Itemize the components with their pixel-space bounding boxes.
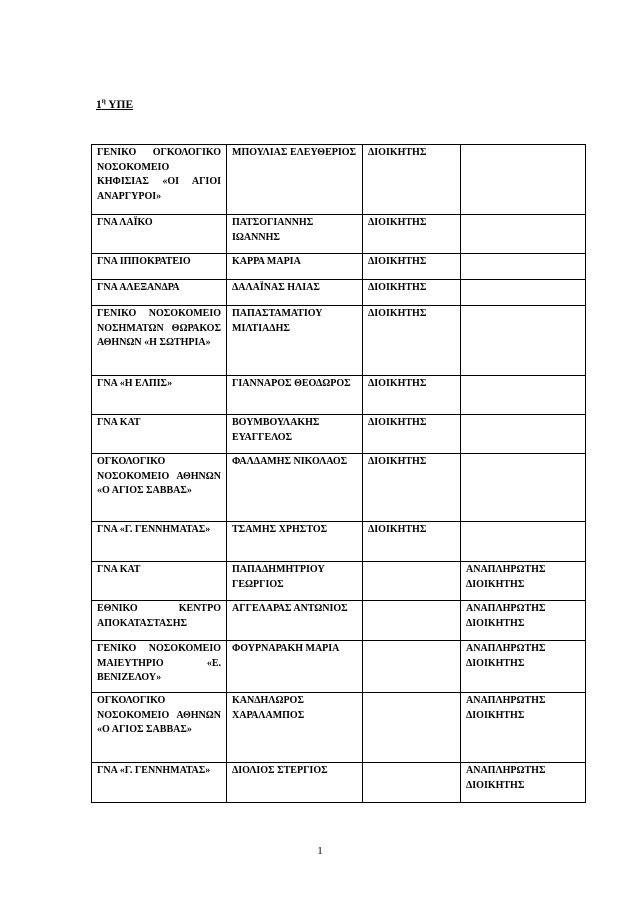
deputy-cell — [461, 254, 586, 280]
name-cell: ΔΙΟΛΙΟΣ ΣΤΕΡΓΙΟΣ — [227, 763, 363, 803]
deputy-cell — [461, 145, 586, 215]
director-cell — [363, 693, 461, 763]
section-heading — [96, 98, 133, 112]
deputy-cell — [461, 306, 586, 376]
deputy-cell — [461, 215, 586, 254]
table-row — [92, 280, 586, 306]
table-row — [92, 415, 586, 454]
heading-label: ΥΠΕ — [108, 99, 134, 111]
director-cell: ΔΙΟΙΚΗΤΗΣ — [363, 215, 461, 254]
hospital-cell: ΓΝΑ «Γ. ΓΕΝΝΗΜΑΤΑΣ» — [92, 763, 227, 803]
hospital-cell: ΓΝΑ ΚΑΤ — [92, 415, 227, 454]
director-cell — [363, 641, 461, 693]
hospital-cell: ΟΓΚΟΛΟΓΙΚΟ ΝΟΣΟΚΟΜΕΙΟ ΑΘΗΝΩΝ «Ο ΑΓΙΟΣ ΣΑΒΒΑΣ» — [92, 454, 227, 522]
deputy-cell — [461, 376, 586, 415]
deputy-cell — [461, 454, 586, 522]
deputy-cell — [461, 280, 586, 306]
director-cell: ΔΙΟΙΚΗΤΗΣ — [363, 280, 461, 306]
table-row — [92, 145, 586, 215]
director-cell: ΔΙΟΙΚΗΤΗΣ — [363, 306, 461, 376]
table-row — [92, 641, 586, 693]
table-row — [92, 376, 586, 415]
director-cell: ΔΙΟΙΚΗΤΗΣ — [363, 415, 461, 454]
director-cell: ΔΙΟΙΚΗΤΗΣ — [363, 254, 461, 280]
table-row — [92, 522, 586, 562]
director-cell: ΔΙΟΙΚΗΤΗΣ — [363, 145, 461, 215]
name-cell: ΔΑΛΑΪΝΑΣ ΗΛΙΑΣ — [227, 280, 363, 306]
appointments-table — [91, 144, 586, 803]
table-row — [92, 601, 586, 641]
name-cell: ΠΑΠΑΣΤΑΜΑΤΙΟΥ ΜΙΛΤΙΑΔΗΣ — [227, 306, 363, 376]
hospital-cell: ΓΝΑ ΑΛΕΞΑΝΔΡΑ — [92, 280, 227, 306]
deputy-cell: ΑΝΑΠΛΗΡΩΤΗΣ ΔΙΟΙΚΗΤΗΣ — [461, 641, 586, 693]
deputy-cell: ΑΝΑΠΛΗΡΩΤΗΣ ΔΙΟΙΚΗΤΗΣ — [461, 562, 586, 601]
deputy-cell: ΑΝΑΠΛΗΡΩΤΗΣ ΔΙΟΙΚΗΤΗΣ — [461, 693, 586, 763]
hospital-cell: ΓΝΑ ΚΑΤ — [92, 562, 227, 601]
director-cell — [363, 562, 461, 601]
name-cell: ΦΑΛΔΑΜΗΣ ΝΙΚΟΛΑΟΣ — [227, 454, 363, 522]
name-cell: ΒΟΥΜΒΟΥΛΑΚΗΣ ΕΥΑΓΓΕΛΟΣ — [227, 415, 363, 454]
table-row — [92, 562, 586, 601]
hospital-cell: ΟΓΚΟΛΟΓΙΚΟ ΝΟΣΟΚΟΜΕΙΟ ΑΘΗΝΩΝ «Ο ΑΓΙΟΣ ΣΑΒΒΑΣ» — [92, 693, 227, 763]
name-cell: ΜΠΟΥΛΙΑΣ ΕΛΕΥΘΕΡΙΟΣ — [227, 145, 363, 215]
deputy-cell — [461, 415, 586, 454]
table-row — [92, 306, 586, 376]
page-number: 1 — [317, 845, 323, 857]
name-cell: ΠΑΠΑΔΗΜΗΤΡΙΟΥ ΓΕΩΡΓΙΟΣ — [227, 562, 363, 601]
hospital-cell: ΓΝΑ ΛΑΪΚΟ — [92, 215, 227, 254]
hospital-cell: ΓΕΝΙΚΟ ΟΓΚΟΛΟΓΙΚΟ ΝΟΣΟΚΟΜΕΙΟ ΚΗΦΙΣΙΑΣ «ΟΙ ΑΓΙΟΙ ΑΝΑΡΓΥΡΟΙ» — [92, 145, 227, 215]
name-cell: ΑΓΓΕΛΑΡΑΣ ΑΝΤΩΝΙΟΣ — [227, 601, 363, 641]
deputy-cell: ΑΝΑΠΛΗΡΩΤΗΣ ΔΙΟΙΚΗΤΗΣ — [461, 763, 586, 803]
table-row — [92, 693, 586, 763]
table-row — [92, 215, 586, 254]
hospital-cell: ΓΕΝΙΚΟ ΝΟΣΟΚΟΜΕΙΟ ΝΟΣΗΜΑΤΩΝ ΘΩΡΑΚΟΣ ΑΘΗΝΩΝ «Η ΣΩΤΗΡΙΑ» — [92, 306, 227, 376]
table-row — [92, 454, 586, 522]
hospital-cell: ΓΝΑ «Η ΕΛΠΙΣ» — [92, 376, 227, 415]
director-cell: ΔΙΟΙΚΗΤΗΣ — [363, 454, 461, 522]
hospital-cell: ΓΝΑ ΙΠΠΟΚΡΑΤΕΙΟ — [92, 254, 227, 280]
hospital-cell: ΕΘΝΙΚΟ ΚΕΝΤΡΟ ΑΠΟΚΑΤΑΣΤΑΣΗΣ — [92, 601, 227, 641]
director-cell: ΔΙΟΙΚΗΤΗΣ — [363, 376, 461, 415]
hospital-cell: ΓΝΑ «Γ. ΓΕΝΝΗΜΑΤΑΣ» — [92, 522, 227, 562]
name-cell: ΚΑΝΔΗΛΩΡΟΣ ΧΑΡΑΛΑΜΠΟΣ — [227, 693, 363, 763]
heading-number: 1 — [96, 99, 102, 111]
heading-superscript: η — [101, 97, 106, 106]
name-cell: ΚΑΡΡΑ ΜΑΡΙΑ — [227, 254, 363, 280]
name-cell: ΠΑΤΣΟΓΙΑΝΝΗΣ ΙΩΑΝΝΗΣ — [227, 215, 363, 254]
table-row — [92, 763, 586, 803]
name-cell: ΤΣΑΜΗΣ ΧΡΗΣΤΟΣ — [227, 522, 363, 562]
table-row — [92, 254, 586, 280]
deputy-cell — [461, 522, 586, 562]
director-cell — [363, 763, 461, 803]
hospital-cell: ΓΕΝΙΚΟ ΝΟΣΟΚΟΜΕΙΟ ΜΑΙΕΥΤΗΡΙΟ «Ε. ΒΕΝΙΖΕΛΟΥ» — [92, 641, 227, 693]
director-cell: ΔΙΟΙΚΗΤΗΣ — [363, 522, 461, 562]
director-cell — [363, 601, 461, 641]
name-cell: ΓΙΑΝΝΑΡΟΣ ΘΕΟΔΩΡΟΣ — [227, 376, 363, 415]
deputy-cell: ΑΝΑΠΛΗΡΩΤΗΣ ΔΙΟΙΚΗΤΗΣ — [461, 601, 586, 641]
name-cell: ΦΟΥΡΝΑΡΑΚΗ ΜΑΡΙΑ — [227, 641, 363, 693]
